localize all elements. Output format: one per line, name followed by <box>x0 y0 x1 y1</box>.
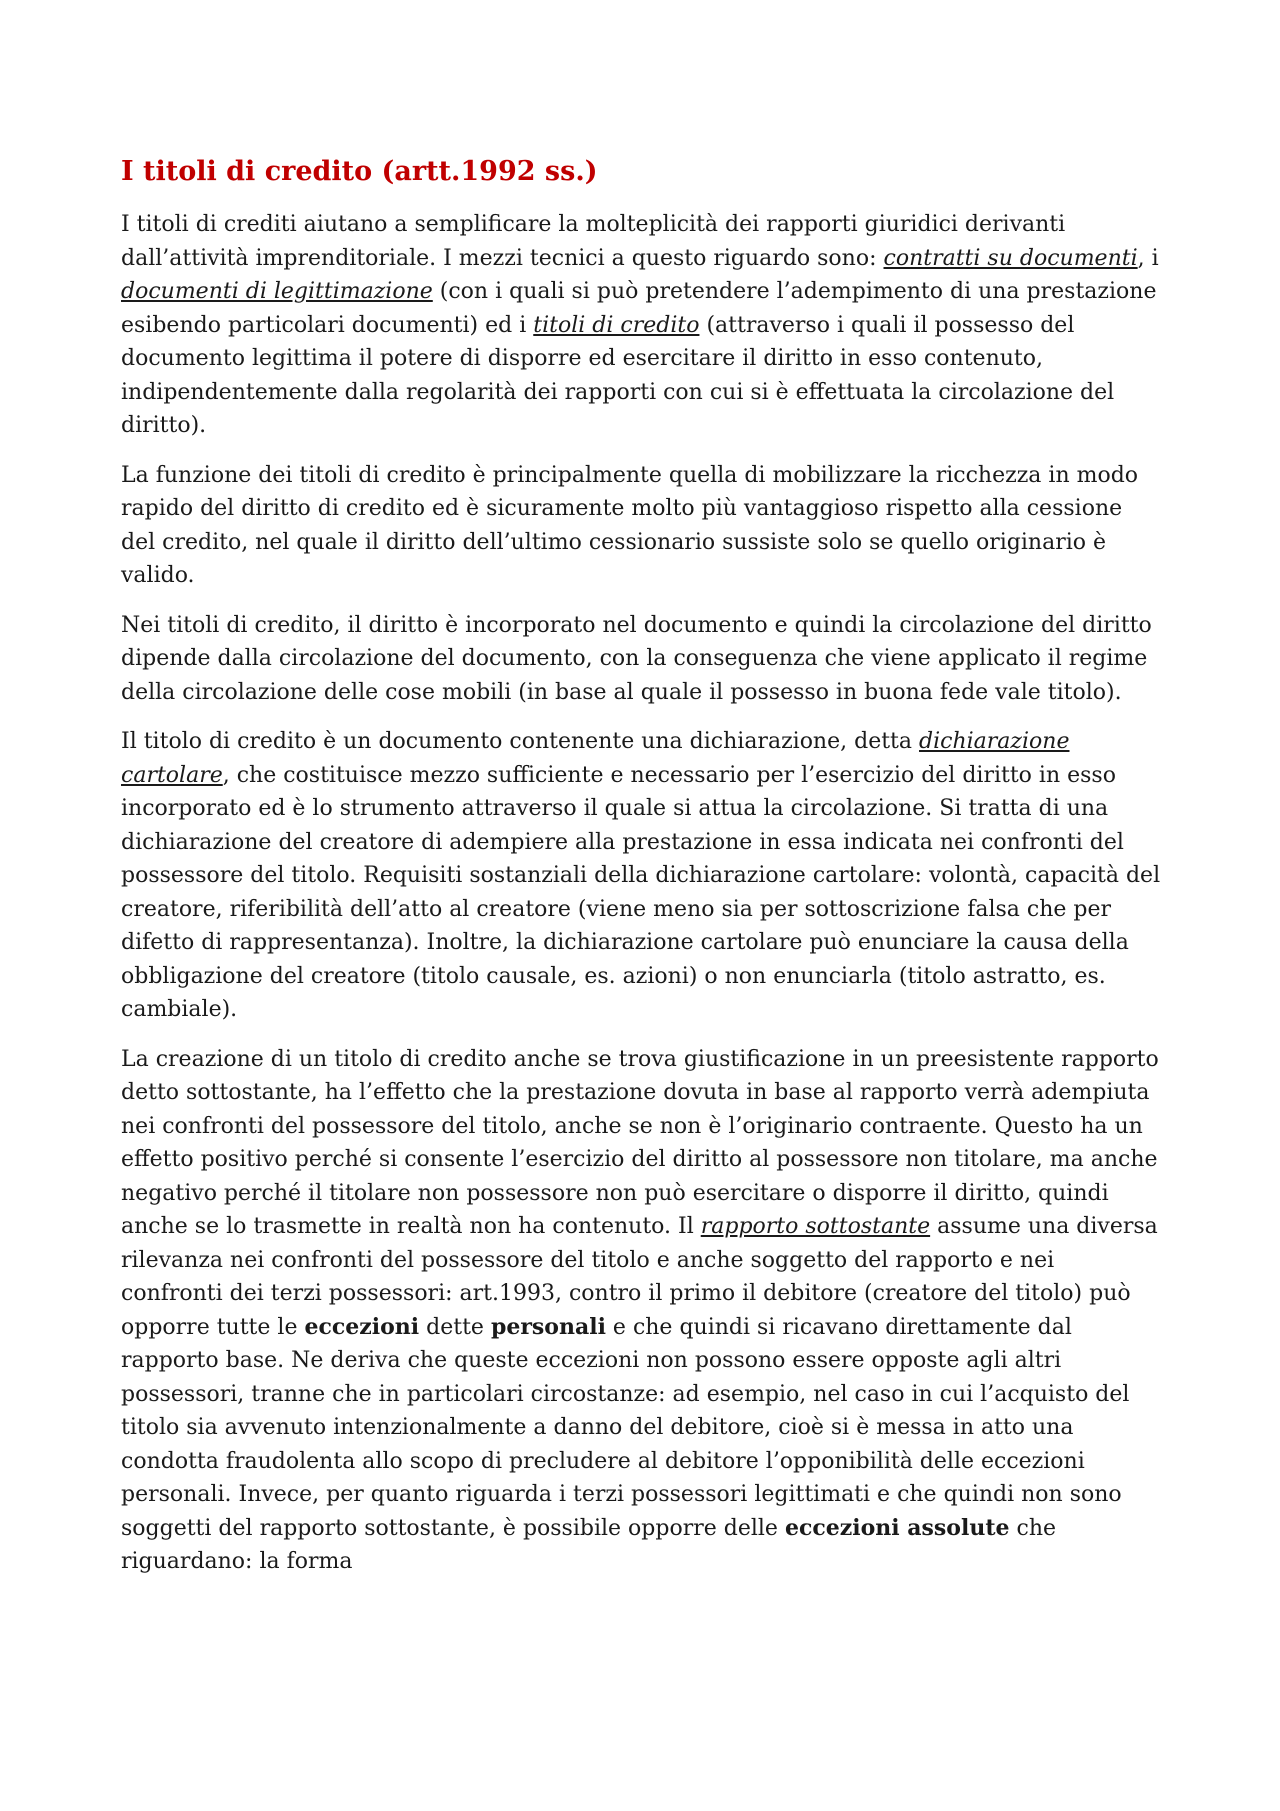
p1-text-a: I titoli di crediti aiutano a semplificare la molteplicità dei rapporti giuridici derivanti dall’attività imprenditoriale. I mezzi tecnici a questo riguardo sono: <box>121 212 1066 271</box>
p1-text-c: (con i quali si può pretendere l’adempimento di una prestazione esibendo particolari documenti) ed i <box>121 279 1157 338</box>
p4-text-a: Il titolo di credito è un documento contenente una dichiarazione, detta <box>121 729 920 754</box>
term-contratti-su-documenti: contratti su documenti <box>883 245 1138 271</box>
p5-text-d: e che quindi si ricavano direttamente dal rapporto base. Ne deriva che queste eccezioni non possono essere opposte agli altri possessori, tranne che in particolari circostanze: ad esempio, nel caso in cui l’acquisto del titolo sia avvenuto intenzionalmente a danno del debitore, cioè si è messa in atto una condotta fraudolenta allo scopo di precludere al debitore l’opponibilità delle eccezioni personali. Invece, per quanto riguarda i terzi possessori legittimati e che quindi non sono soggetti del rapporto sottostante, è possibile opporre delle <box>121 1314 1130 1541</box>
term-rapporto-sottostante: rapporto sottostante <box>700 1214 931 1239</box>
p5-text-e: che riguardano: la forma <box>121 1515 1057 1574</box>
bold-personali: personali <box>490 1313 606 1340</box>
term-titoli-di-credito: titoli di credito <box>533 312 700 338</box>
paragraph-2: La funzione dei titoli di credito è principalmente quella di mobilizzare la ricchezza in modo rapido del diritto di credito ed è sicuramente molto più vantaggioso rispetto alla cessione del credito, nel quale il diritto dell’ultimo cessionario sussiste solo se quello originario è valido. <box>121 462 1139 588</box>
bold-eccezioni: eccezioni <box>304 1313 420 1340</box>
p4-text-b: , che costituisce mezzo sufficiente e necessario per l’esercizio del diritto in esso incorporato ed è lo strumento attraverso il quale si attua la circolazione. Si tratta di una dichiarazione del creatore di adempiere alla prestazione in essa indicata nei confronti del possessore del titolo. Requisiti sostanziali della dichiarazione cartolare: volontà, capacità del creatore, riferibilità dell’atto al creatore (viene meno sia per sottoscrizione falsa che per difetto di rappresentanza). Inoltre, la dichiarazione cartolare può enunciare la causa della obbligazione del creatore (titolo causale, es. azioni) o non enunciarla (titolo astratto, es. cambiale). <box>121 762 1161 1022</box>
p5-text-a: La creazione di un titolo di credito anche se trova giustificazione in un preesistente rapporto detto sottostante, ha l’effetto che la prestazione dovuta in base al rapporto verrà adempiuta nei confronti del possessore del titolo, anche se non è l’originario contraente. Questo ha un effetto positivo perché si consente l’esercizio del diritto al possessore non titolare, ma anche negativo perché il titolare non possessore non può esercitare o disporre il diritto, quindi anche se lo trasmette in realtà non ha contenuto. Il <box>121 1046 1159 1239</box>
term-documenti-di-legittimazione: documenti di legittimazione <box>121 279 433 304</box>
paragraph-4 <box>121 725 1162 1027</box>
p1-text-b: , i <box>1137 245 1159 271</box>
bold-eccezioni-assolute: eccezioni assolute <box>784 1514 1010 1541</box>
p1-text-d: (attraverso i quali il possesso del documento legittima il potere di disporre ed esercitare il diritto in esso contenuto, indipendentemente dalla regolarità dei rapporti con cui si è effettuata la circolazione del diritto). <box>121 312 1115 438</box>
p5-text-c: dette <box>419 1314 491 1340</box>
paragraph-3: Nei titoli di credito, il diritto è incorporato nel documento e quindi la circolazione del diritto dipende dalla circolazione del documento, con la conseguenza che viene applicato il regime della circolazione delle cose mobili (in base al quale il possesso in buona fede vale titolo). <box>121 612 1152 705</box>
paragraph-1 <box>121 208 1162 443</box>
p5-text-b: assume una diversa rilevanza nei confronti del possessore del titolo e anche soggetto del rapporto e nei confronti dei terzi possessori: art.1993, contro il primo il debitore (creatore del titolo) può opporre tutte le <box>121 1214 1158 1340</box>
paragraph-5 <box>121 1043 1162 1579</box>
term-dichiarazione-cartolare: dichiarazione cartolare <box>121 729 1070 788</box>
page-title: I titoli di credito (artt.1992 ss.) <box>121 156 598 187</box>
